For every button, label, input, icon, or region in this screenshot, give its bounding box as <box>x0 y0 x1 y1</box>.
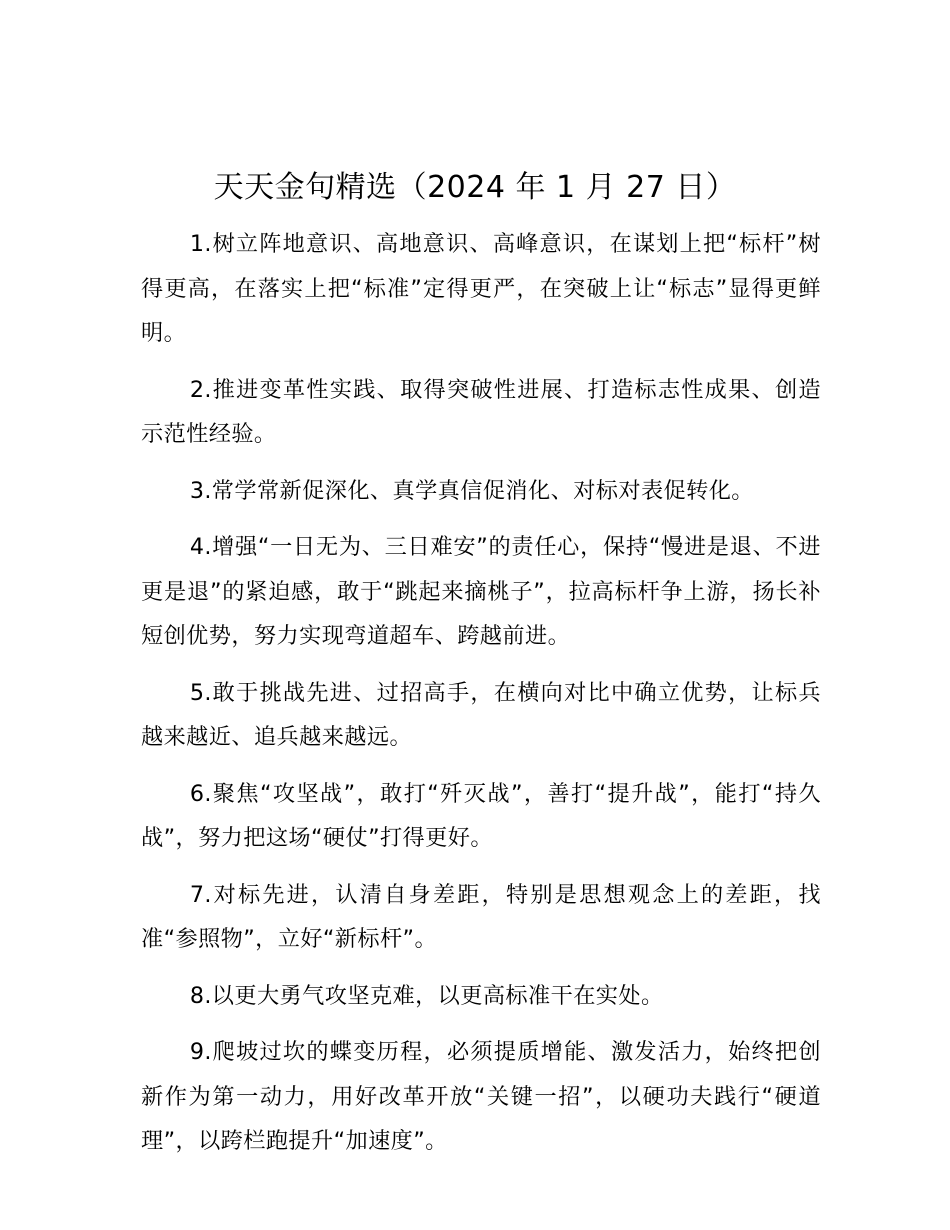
paragraph-8: 8.以更大勇气攻坚克难，以更高标准干在实处。 <box>189 982 664 1009</box>
paragraph-1: 1.树立阵地意识、高地意识、高峰意识，在谋划上把“标杆”树得更高，在落实上把“标准”定得更严，在突破上让“标志”显得更鲜明。 <box>141 231 821 346</box>
document-body <box>141 222 821 1176</box>
paragraph-4: 4.增强“一日无为、三日难安”的责任心，保持“慢进是退、不进更是退”的紧迫感，敢于“跳起来摘桃子”，拉高标杆争上游，扬长补短创优势，努力实现弯道超车、跨越前进。 <box>141 534 821 649</box>
document-title: 天天金句精选（2024 年 1 月 27 日） <box>213 170 737 205</box>
paragraph-3: 3.常学常新促深化、真学真信促消化、对标对表促转化。 <box>189 477 754 504</box>
paragraph-5: 5.敢于挑战先进、过招高手，在横向对比中确立优势，让标兵越来越近、追兵越来越远。 <box>141 679 821 750</box>
paragraph-9: 9.爬坡过坎的蝶变历程，必须提质增能、激发活力，始终把创新作为第一动力，用好改革开放“关键一招”，以硬功夫践行“硬道理”，以跨栏跑提升“加速度”。 <box>141 1039 821 1154</box>
paragraph-2: 2.推进变革性实践、取得突破性进展、打造标志性成果、创造示范性经验。 <box>141 376 821 447</box>
paragraph-6: 6.聚焦“攻坚战”，敢打“歼灭战”，善打“提升战”，能打“持久战”，努力把这场“硬仗”打得更好。 <box>141 780 821 851</box>
paragraph-7: 7.对标先进，认清自身差距，特别是思想观念上的差距，找准“参照物”，立好“新标杆”。 <box>141 881 821 952</box>
